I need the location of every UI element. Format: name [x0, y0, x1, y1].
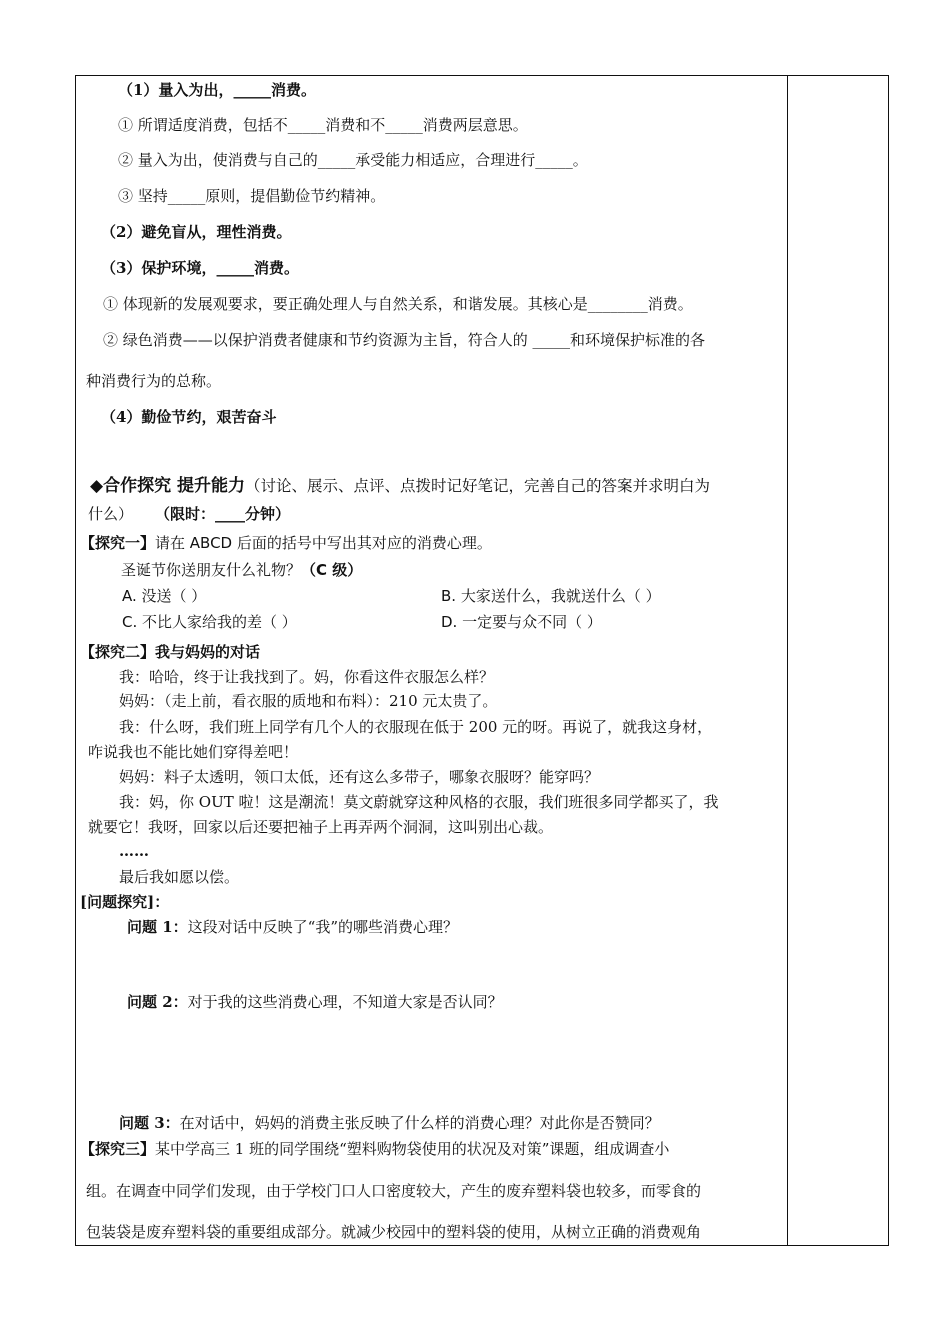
cooperation-note-line1: （讨论、展示、点评、点拨时记好笔记，完善自己的答案并求明白为: [245, 477, 711, 495]
dialogue-4: 妈妈：料子太透明，领口太低，还有这么多带子，哪象衣服呀？能穿吗？: [119, 768, 600, 786]
explore1-level: （C 级）: [301, 561, 363, 579]
explore3-line1-row: [80, 1139, 669, 1159]
dialogue-5-line1: 我：妈，你 OUT 啦！这是潮流！莫文蔚就穿这种风格的衣服，我们班很多同学都买了，我: [119, 793, 719, 811]
item1-point-a: ① 所谓适度消费，包括不_____消费和不_____消费两层意思。: [118, 116, 528, 134]
option-b: B. 大家送什么，我就送什么（ ）: [441, 587, 661, 605]
option-c: C. 不比人家给我的差（ ）: [122, 613, 297, 631]
question-2-text: 对于我的这些消费心理，不知道大家是否认同？: [187, 993, 503, 1011]
explore3-line2: 组。在调查中同学们发现，由于学校门口人口密度较大，产生的废弃塑料袋也较多，而零食的: [86, 1182, 702, 1200]
explore1-header: [80, 533, 492, 553]
explore2-label: 【探究二】: [80, 643, 156, 661]
question-2-label: 问题 2：: [127, 993, 188, 1011]
explore3-line1: 某中学高三 1 班的同学围绕“塑料购物袋使用的状况及对策”课题，组成调查小: [155, 1140, 670, 1158]
question-1-text: 这段对话中反映了“我”的哪些消费心理？: [187, 918, 459, 936]
problem-heading: [问题探究]：: [80, 893, 170, 911]
item4-title: （4）勤俭节约，艰苦奋斗: [101, 408, 277, 426]
dialogue-3-line2: 咋说我也不能比她们穿得差吧！: [88, 743, 299, 761]
cooperation-heading-line: [90, 476, 710, 496]
item1-title: （1）量入为出，_____消费。: [118, 81, 316, 99]
explore1-question-row: [121, 560, 362, 580]
dialogue-ellipsis: ……: [119, 842, 149, 860]
dialogue-3-line1: 我：什么呀，我们班上同学有几个人的衣服现在低于 200 元的呀。再说了，就我这身材，: [119, 718, 713, 736]
item2-title: （2）避免盲从，理性消费。: [101, 223, 292, 241]
explore1-instruction: 请在 ABCD 后面的括号中写出其对应的消费心理。: [155, 534, 492, 552]
dialogue-5-line2: 就要它！我呀，回家以后还要把袖子上再弄两个洞洞，这叫别出心裁。: [88, 818, 554, 836]
explore1-label: 【探究一】: [80, 534, 156, 552]
time-limit: （限时：____分钟）: [155, 505, 291, 523]
question-3-row: [119, 1113, 660, 1133]
item3-point-b-line2: 种消费行为的总称。: [86, 372, 222, 390]
cooperation-note-line2-row: [88, 504, 290, 524]
dialogue-2: 妈妈：（走上前，看衣服的质地和布料）：210 元太贵了。: [119, 692, 498, 710]
column-divider: [787, 75, 788, 1246]
item3-point-b-line1: ② 绿色消费——以保护消费者健康和节约资源为主旨，符合人的 _____和环境保护标准的各: [103, 331, 706, 349]
explore3-label: 【探究三】: [80, 1140, 156, 1158]
cooperation-heading: ◆合作探究 提升能力: [90, 476, 245, 496]
option-a: A. 没送（ ）: [122, 587, 207, 605]
explore2-title: 我与妈妈的对话: [155, 643, 261, 661]
question-3-text: 在对话中，妈妈的消费主张反映了什么样的消费心理？对此你是否赞同？: [179, 1114, 660, 1132]
item3-title: （3）保护环境，_____消费。: [101, 259, 299, 277]
explore1-question: 圣诞节你送朋友什么礼物？: [121, 561, 302, 579]
item1-point-b: ② 量入为出，使消费与自己的_____承受能力相适应，合理进行_____。: [118, 151, 588, 169]
option-d: D. 一定要与众不同（ ）: [441, 613, 602, 631]
item1-point-c: ③ 坚持_____原则，提倡勤俭节约精神。: [118, 187, 386, 205]
explore3-line3: 包装袋是废弃塑料袋的重要组成部分。就减少校园中的塑料袋的使用，从树立正确的消费观角: [86, 1223, 702, 1241]
dialogue-1: 我：哈哈，终于让我找到了。妈，你看这件衣服怎么样？: [119, 668, 495, 686]
cooperation-note-line2: 什么）: [88, 505, 134, 523]
item3-point-a: ① 体现新的发展观要求，要正确处理人与自然关系，和谐发展。其核心是________消费。: [103, 295, 693, 313]
question-1-row: [127, 917, 458, 937]
question-1-label: 问题 1：: [127, 918, 188, 936]
dialogue-ending: 最后我如愿以偿。: [119, 868, 240, 886]
question-3-label: 问题 3：: [119, 1114, 180, 1132]
question-2-row: [127, 992, 503, 1012]
explore2-header: [80, 642, 260, 662]
